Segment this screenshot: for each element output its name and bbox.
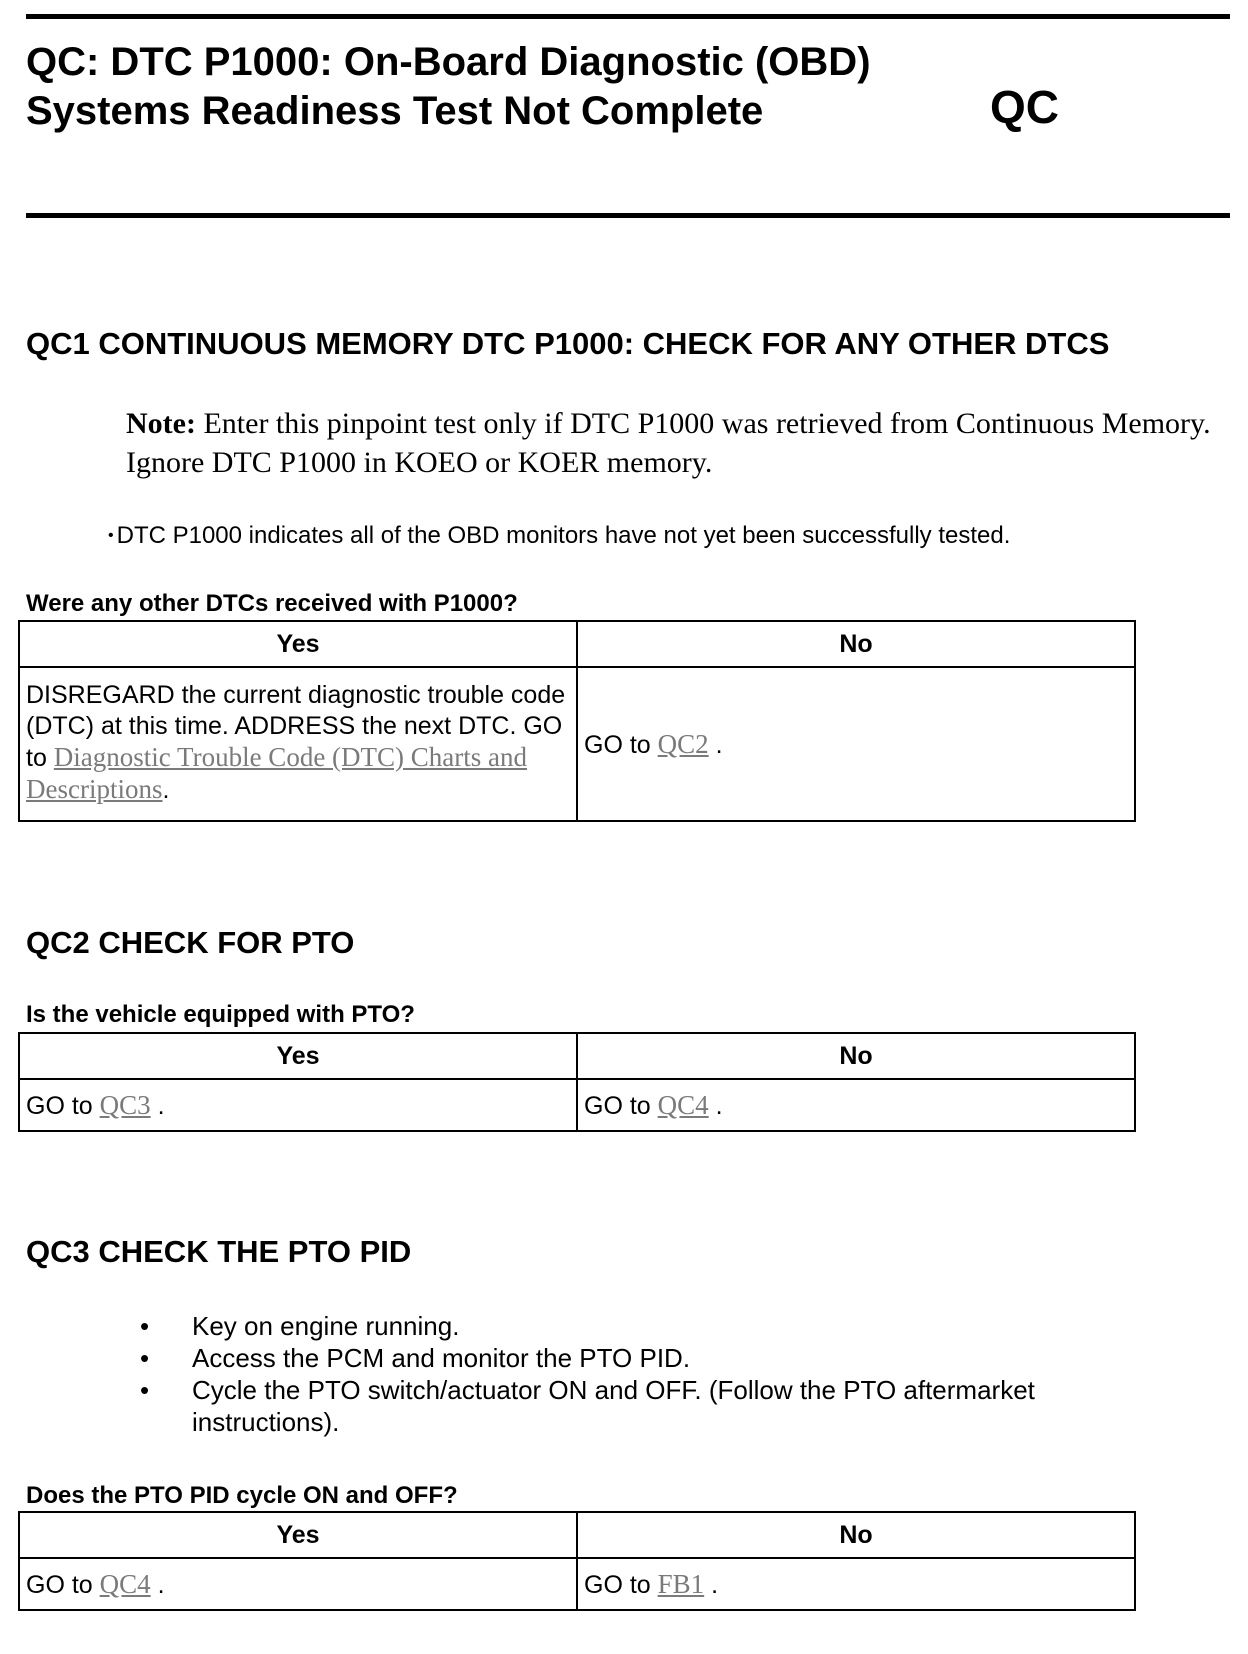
section-code: QC: [990, 81, 1059, 133]
table-row: [19, 667, 1135, 821]
qc4-link[interactable]: QC4: [99, 1568, 151, 1599]
qc1-no-cell: [577, 667, 1135, 821]
qc3-yes-end: .: [150, 1570, 165, 1599]
bullet-icon: •: [140, 1311, 150, 1341]
yes-header: Yes: [19, 621, 577, 667]
qc3-yes-cell: [19, 1558, 577, 1610]
qc3-heading: QC3 CHECK THE PTO PID: [26, 1234, 412, 1269]
qc3-answer-table: [18, 1511, 1136, 1611]
no-header: No: [577, 1033, 1135, 1079]
qc1-no-end: .: [708, 730, 723, 759]
list-item: [140, 1374, 1140, 1438]
list-item: [140, 1342, 1140, 1374]
table-row: [19, 1558, 1135, 1610]
qc1-question: Were any other DTCs received with P1000?: [26, 590, 518, 617]
note-label: Note:: [126, 407, 196, 440]
note-text: Enter this pinpoint test only if DTC P1000 was retrieved from Continuous Memory. Ignore DTC P1000 in KOEO or KOER memory.: [126, 407, 1211, 479]
qc1-answer-table: [18, 620, 1136, 822]
qc3-steps-list: [140, 1310, 1140, 1438]
table-header-row: [19, 1512, 1135, 1558]
qc1-bullet: [108, 522, 1010, 550]
step-text: Cycle the PTO switch/actuator ON and OFF. (Follow the PTO aftermarket instructions).: [192, 1375, 1035, 1437]
qc3-question: Does the PTO PID cycle ON and OFF?: [26, 1482, 458, 1509]
qc3-no-end: .: [704, 1570, 719, 1599]
top-rule: [26, 14, 1230, 19]
qc2-no-prefix: GO to: [584, 1091, 658, 1120]
no-header: No: [577, 1512, 1135, 1558]
qc2-heading: QC2 CHECK FOR PTO: [26, 925, 355, 960]
qc1-note: [126, 404, 1216, 482]
qc3-no-cell: [577, 1558, 1135, 1610]
bullet-icon: •: [140, 1343, 150, 1373]
yes-header: Yes: [19, 1033, 577, 1079]
table-row: [19, 1079, 1135, 1131]
bullet-icon: •: [108, 527, 114, 544]
qc4-link[interactable]: QC4: [657, 1089, 709, 1120]
qc1-no-prefix: GO to: [584, 730, 658, 759]
table-header-row: [19, 1033, 1135, 1079]
qc1-yes-text: DISREGARD the current diagnostic trouble code (DTC) at this time. ADDRESS the next DTC. GO to: [26, 681, 566, 772]
qc1-yes-cell: [19, 667, 577, 821]
yes-header: Yes: [19, 1512, 577, 1558]
qc2-no-cell: [577, 1079, 1135, 1131]
dtc-charts-link[interactable]: Diagnostic Trouble Code (DTC) Charts and Descriptions: [26, 742, 528, 804]
step-text: Key on engine running.: [192, 1311, 460, 1341]
qc1-heading: QC1 CONTINUOUS MEMORY DTC P1000: CHECK FOR ANY OTHER DTCS: [26, 326, 1110, 361]
qc3-no-prefix: GO to: [584, 1570, 658, 1599]
page-title: QC: DTC P1000: On-Board Diagnostic (OBD) Systems Readiness Test Not Complete: [26, 40, 871, 133]
qc1-bullet-text: DTC P1000 indicates all of the OBD monitors have not yet been successfully tested.: [116, 522, 1011, 549]
fb1-link[interactable]: FB1: [657, 1568, 705, 1599]
qc2-yes-end: .: [150, 1091, 165, 1120]
list-item: [140, 1310, 1140, 1342]
qc3-link[interactable]: QC3: [99, 1089, 151, 1120]
bullet-icon: •: [140, 1375, 150, 1405]
qc1-yes-end: .: [162, 776, 170, 804]
no-header: No: [577, 621, 1135, 667]
qc2-answer-table: [18, 1032, 1136, 1132]
qc2-no-end: .: [708, 1091, 723, 1120]
table-header-row: [19, 621, 1135, 667]
qc2-yes-prefix: GO to: [26, 1091, 100, 1120]
qc2-link[interactable]: QC2: [657, 728, 709, 759]
qc2-question: Is the vehicle equipped with PTO?: [26, 1001, 415, 1028]
header-bottom-rule: [26, 213, 1230, 218]
qc2-yes-cell: [19, 1079, 577, 1131]
qc3-yes-prefix: GO to: [26, 1570, 100, 1599]
step-text: Access the PCM and monitor the PTO PID.: [192, 1343, 691, 1373]
